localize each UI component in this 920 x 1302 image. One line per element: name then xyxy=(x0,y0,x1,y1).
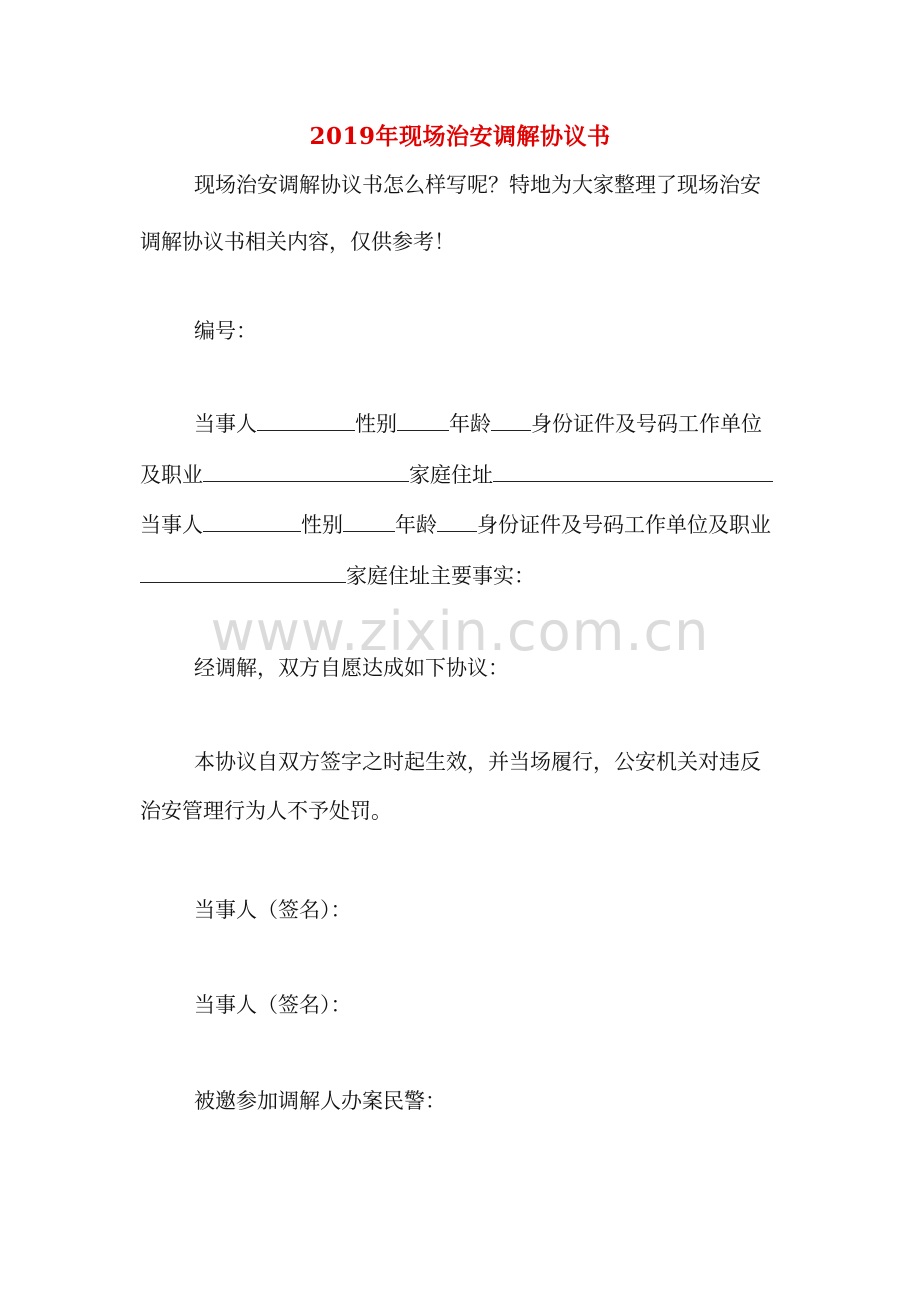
id-label: 身份证件及号码工作单位 xyxy=(531,412,762,436)
number-label: 编号： xyxy=(194,319,257,343)
address-blank[interactable] xyxy=(493,461,773,482)
address-facts-label: 家庭住址主要事实： xyxy=(346,564,535,588)
age-blank[interactable] xyxy=(491,410,531,431)
age-label-2: 年龄 xyxy=(395,513,437,537)
address-label: 家庭住址 xyxy=(409,463,493,487)
intro-line-2: 调解协议书相关内容，仅供参考！ xyxy=(140,230,455,254)
police-line: 被邀参加调解人办案民警： xyxy=(194,1089,446,1113)
party-form-line-4 xyxy=(140,561,535,591)
gender-blank-2[interactable] xyxy=(343,511,395,532)
agreement-label: 经调解，双方自愿达成如下协议： xyxy=(194,656,509,680)
id-job-label-2: 身份证件及号码工作单位及职业 xyxy=(477,513,771,537)
effect-line-2: 治安管理行为人不予处罚。 xyxy=(140,799,392,823)
gender-label: 性别 xyxy=(355,412,397,436)
party-name-blank[interactable] xyxy=(257,410,355,431)
document-title: 2019年现场治安调解协议书 xyxy=(309,123,611,150)
party-form-line-3 xyxy=(140,510,771,540)
job-blank-2[interactable] xyxy=(140,562,346,583)
intro-line-1: 现场治安调解协议书怎么样写呢？特地为大家整理了现场治安 xyxy=(194,173,761,197)
job-blank[interactable] xyxy=(203,461,409,482)
signature-line-1: 当事人（签名）： xyxy=(194,898,352,922)
party-label-2: 当事人 xyxy=(140,513,203,537)
gender-label-2: 性别 xyxy=(301,513,343,537)
party-form-line-2 xyxy=(140,460,773,490)
party-label: 当事人 xyxy=(194,412,257,436)
gender-blank[interactable] xyxy=(397,410,449,431)
job-label: 及职业 xyxy=(140,463,203,487)
signature-line-2: 当事人（签名）： xyxy=(194,993,352,1017)
party-name-blank-2[interactable] xyxy=(203,511,301,532)
age-label: 年龄 xyxy=(449,412,491,436)
effect-line-1: 本协议自双方签字之时起生效，并当场履行，公安机关对违反 xyxy=(194,750,761,774)
watermark: www.zixin.com.cn xyxy=(210,600,710,663)
party-form-line-1 xyxy=(194,409,762,439)
age-blank-2[interactable] xyxy=(437,511,477,532)
